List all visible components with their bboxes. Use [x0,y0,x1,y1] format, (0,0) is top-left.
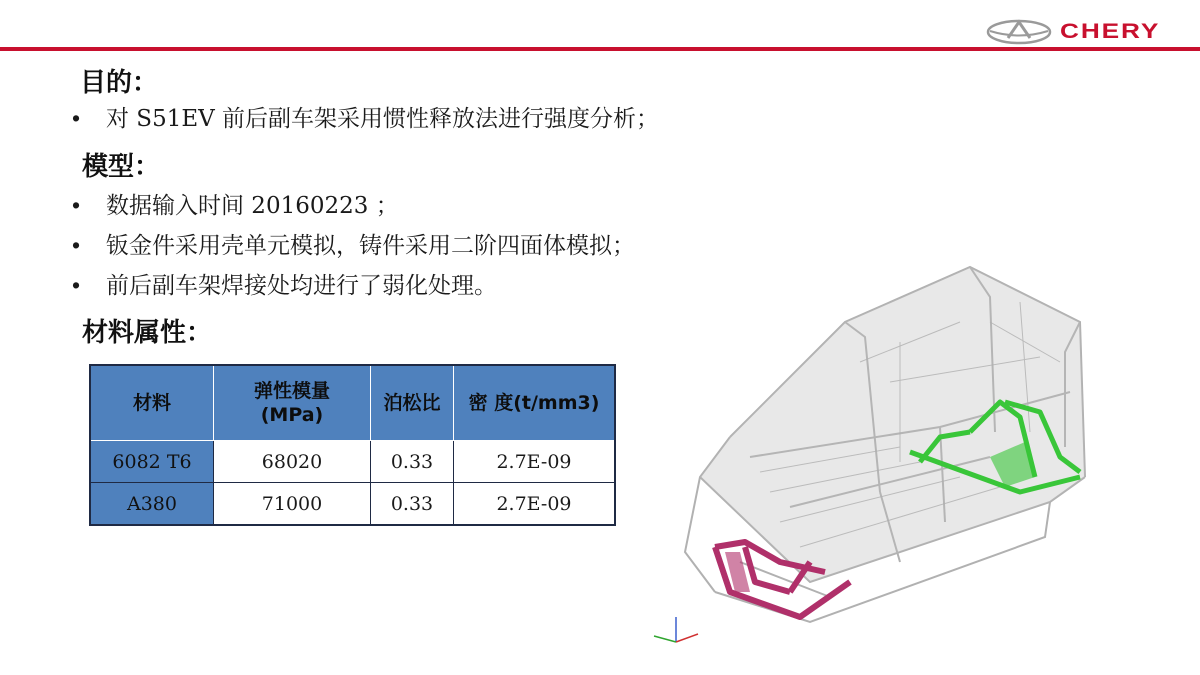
material-properties-table [89,364,616,526]
cell-modulus: 68020 [214,441,371,483]
cell-density: 2.7E-09 [454,483,616,526]
chery-logo [986,18,1162,46]
header-modulus-unit: (MPa) [260,404,324,426]
chery-emblem-icon [986,18,1052,46]
model-heading: 模型： [82,152,161,182]
cell-material: 6082 T6 [90,441,214,483]
table-row [90,483,615,526]
header-divider [0,47,1200,51]
cell-poisson: 0.33 [371,441,454,483]
model-bullet [72,227,635,260]
header-material: 材料 [90,365,214,441]
bullet-text: 数据输入时间 20160223 ； [106,193,399,219]
bullet-text: 对 S51EV 前后副车架采用惯性释放法进行强度分析； [106,106,660,132]
header-modulus-label: 弹性模量 [253,380,330,402]
purpose-bullet [72,100,659,133]
bullet-dot: • [72,272,81,298]
model-bullet [72,267,497,300]
purpose-heading: 目的： [80,68,159,98]
bullet-dot: • [72,192,81,218]
cell-material: A380 [90,483,214,526]
vehicle-body-fe-model-illustration [640,262,1120,652]
bullet-dot: • [72,232,81,258]
cell-poisson: 0.33 [371,483,454,526]
bullet-dot: • [72,105,81,131]
cell-modulus: 71000 [214,483,371,526]
cell-density: 2.7E-09 [454,441,616,483]
header-modulus [214,365,371,441]
table-header-row [90,365,615,441]
bullet-text: 钣金件采用壳单元模拟，铸件采用二阶四面体模拟； [106,233,635,259]
header-density: 密 度(t/mm3) [454,365,616,441]
header-poisson: 泊松比 [371,365,454,441]
model-bullet [72,187,399,220]
brand-wordmark: CHERY [1059,20,1161,43]
bullet-text: 前后副车架焊接处均进行了弱化处理。 [106,273,497,299]
table-row [90,441,615,483]
material-heading: 材料属性： [82,318,213,348]
